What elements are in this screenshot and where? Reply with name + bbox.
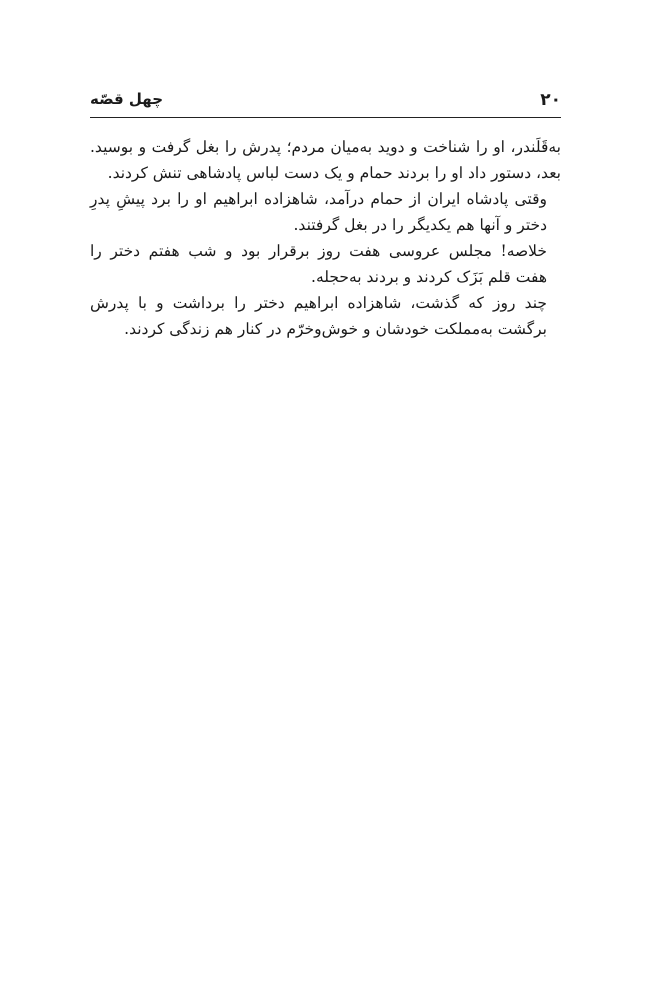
paragraph-4 [90, 290, 561, 342]
paragraph-3 [90, 238, 561, 290]
text-line: به‌قَلَندر، او را شناخت و دوید به‌میان مردم؛ پدرش را بغل گرفت و بوسید. [90, 138, 561, 156]
text-line: دختر و آنها هم یکدیگر را در بغل گرفتند. [293, 216, 547, 234]
header-divider [90, 117, 561, 118]
text-line: وقتی پادشاه ایران از حمام درآمد، شاهزاده ابراهیم او را برد پیشِ پدرِ [90, 190, 547, 208]
text-line: برگشت به‌مملکت خودشان و خوش‌وخرّم در کنار هم زندگی کردند. [124, 320, 547, 338]
page-number: ۲۰ [540, 90, 561, 110]
page-header [90, 88, 561, 114]
text-line: بعد، دستور داد او را بردند حمام و یک دست لباس پادشاهی تنش کردند. [107, 164, 561, 182]
body-text [90, 134, 561, 342]
paragraph-1 [90, 134, 561, 186]
running-title: چهل قصّه [90, 90, 164, 108]
paragraph-2 [90, 186, 561, 238]
text-line: چند روز که گذشت، شاهزاده ابراهیم دختر را برداشت و با پدرش [90, 294, 547, 312]
text-line: هفت قلم بَزَک کردند و بردند به‌حجله. [311, 268, 547, 286]
text-line: خلاصه! مجلس عروسی هفت روز برقرار بود و شب هفتم دختر را [90, 242, 547, 260]
